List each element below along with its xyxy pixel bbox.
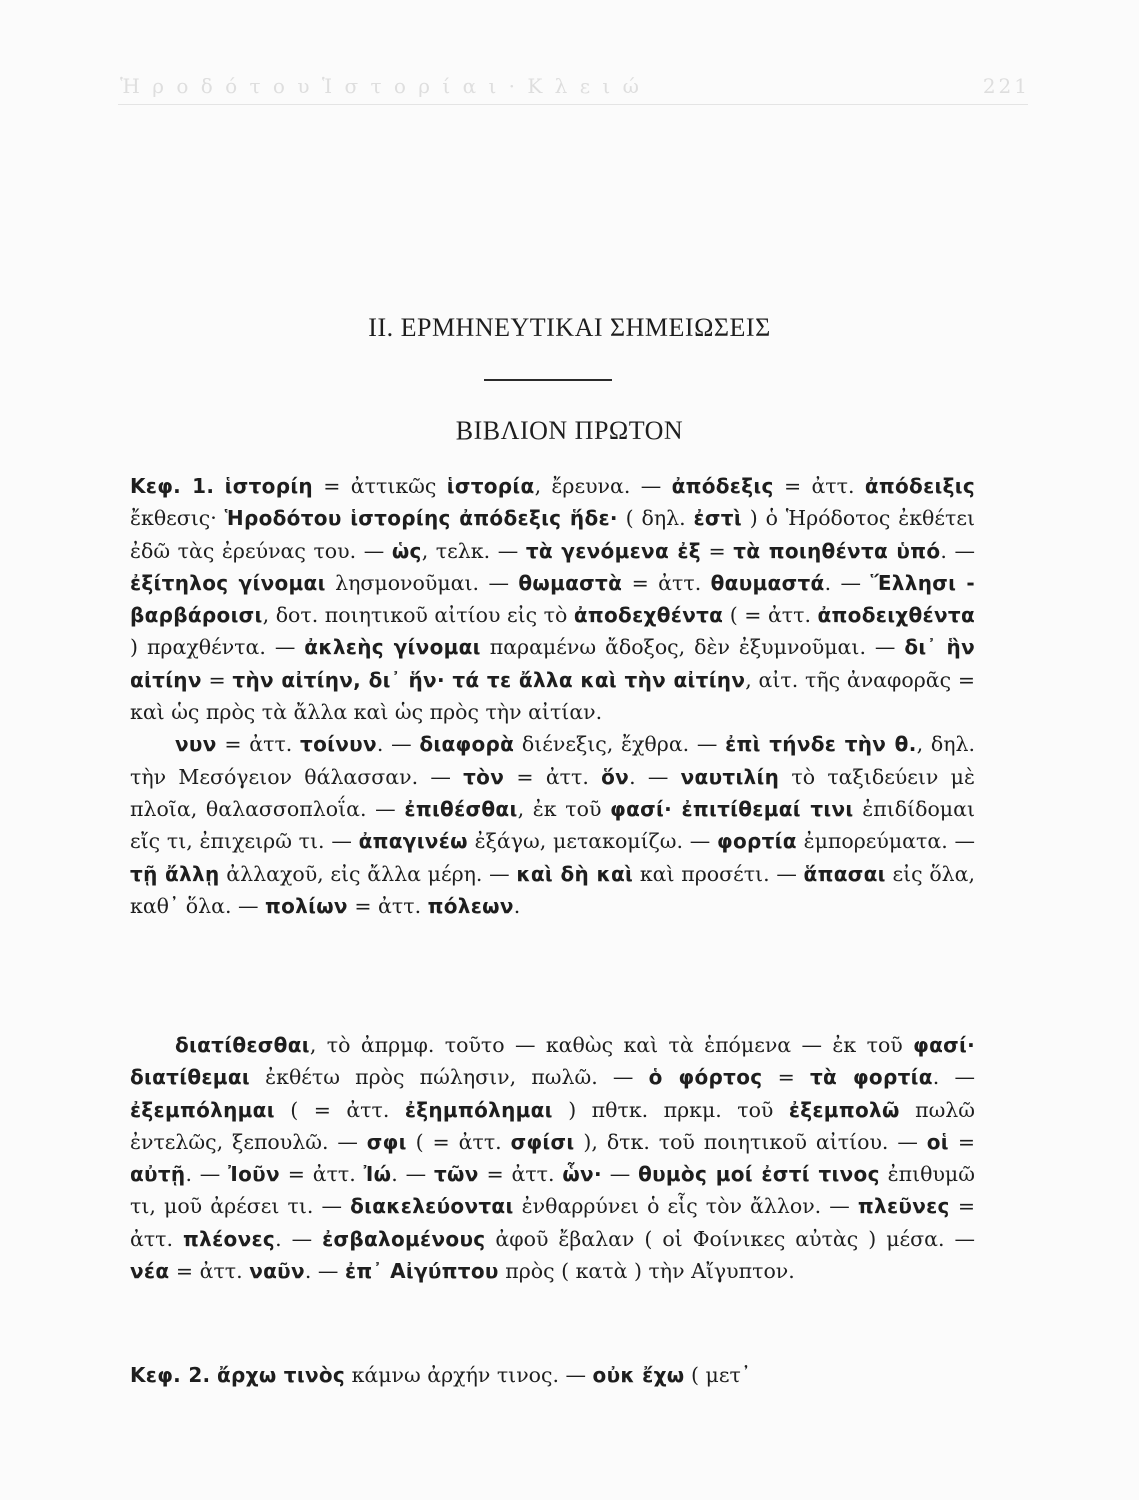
- gloss-text: ἀφοῦ ἔβαλαν ( οἱ Φοίνικες αὐτὰς ) μέσα. —: [485, 1226, 975, 1251]
- gloss-text: = ἀττ.: [347, 893, 428, 918]
- page-number: 221: [982, 74, 1030, 98]
- gloss-text: =: [201, 667, 233, 692]
- bold-term: ἅπασαι: [803, 861, 886, 886]
- bold-term: θυμὸς μοί ἐστί τινος: [638, 1162, 880, 1187]
- bold-term: ἐστὶ: [693, 506, 742, 531]
- gloss-text: εἰς ὅλα, καθ᾽ ὅλα. —: [130, 861, 976, 918]
- gloss-text: = ἀττ.: [279, 1162, 364, 1187]
- bold-term: πλεῦνες: [857, 1194, 950, 1219]
- bold-term: ναυτιλίη: [680, 764, 780, 789]
- gloss-text: λησμονοῦμαι. —: [325, 570, 519, 595]
- gloss-text: κάμνω ἀρχήν τινος. —: [345, 1363, 593, 1387]
- bold-term: ἀπαγινέω: [358, 829, 468, 854]
- bold-term: ὧν·: [562, 1162, 602, 1187]
- gloss-text: . —: [391, 1162, 434, 1187]
- bold-term: νέα: [130, 1259, 170, 1284]
- gloss-text: ἐπιδίδομαι εἴς τι, ἐπιχειρῶ τι. —: [130, 796, 976, 854]
- bold-term: ἀκλεὴς γίνομαι: [304, 635, 481, 660]
- gloss-text: = ἀττ.: [504, 764, 602, 789]
- bold-term: τὸν: [463, 764, 505, 789]
- paragraph-body: [130, 474, 975, 724]
- bold-term: πολίων: [265, 893, 348, 918]
- bold-term: ἀπόδεξις: [671, 474, 774, 498]
- bold-term: ἱστορία: [446, 474, 535, 498]
- bold-term: τὰ γενόμενα ἐξ: [525, 538, 701, 563]
- bold-term: τῶν: [433, 1162, 479, 1187]
- paragraph-body: [217, 1363, 751, 1387]
- gloss-text: =: [762, 1065, 810, 1090]
- gloss-text: = ἀττ.: [478, 1162, 563, 1187]
- bold-term: ἐξημπόλημαι: [404, 1097, 553, 1122]
- bold-term: διαφορὰ: [419, 732, 515, 757]
- gloss-text: , τελκ. —: [421, 538, 526, 563]
- chapter-label: Κεφ. 1.: [130, 474, 215, 498]
- bold-term: δι᾽ ἣν αἰτίην: [130, 635, 975, 692]
- gloss-text: . —: [932, 1065, 975, 1090]
- bold-term: ἐξεμπόλημαι: [130, 1097, 275, 1122]
- bold-term: θαυμαστά: [710, 570, 825, 595]
- gloss-text: = ἀττ.: [216, 732, 301, 757]
- bold-term: διακελεύονται: [350, 1194, 514, 1219]
- gloss-text: ( δηλ.: [617, 506, 694, 531]
- gloss-text: ἔκθεσις·: [130, 506, 225, 531]
- bold-term: ἐξεμπολῶ: [788, 1097, 900, 1122]
- gloss-text: , ἐκ τοῦ: [517, 796, 611, 821]
- bold-term: σφι: [366, 1129, 407, 1154]
- gloss-text: παραμένω ἄδοξος, δὲν ἐξυμνοῦμαι. —: [480, 635, 905, 660]
- bold-term: ἐπ᾽ Αἰγύπτου: [344, 1259, 499, 1284]
- gloss-text: ἐξάγω, μετακομίζω. —: [467, 829, 718, 854]
- bold-term: τῇ ἄλλῃ: [130, 861, 220, 886]
- gloss-text: ( μετ᾽: [684, 1363, 752, 1387]
- section-title: II. ΕΡΜΗΝΕΥΤΙΚΑΙ ΣΗΜΕΙΩΣΕΙΣ: [368, 313, 771, 342]
- running-header-text: Ἡ ρ ο δ ό τ ο υ Ἱ σ τ ο ρ ί α ι · Κ λ ε ι ώ: [120, 74, 642, 98]
- bold-term: Ἰοῦν: [228, 1162, 280, 1187]
- bold-term: νυν: [175, 732, 217, 757]
- gloss-text: τὸ ταξιδεύειν μὲ πλοῖα, θαλασσοπλοΐα. —: [130, 764, 975, 821]
- bold-term: ὁ φόρτος: [648, 1065, 763, 1090]
- bold-term: οὐκ ἔχω: [592, 1363, 685, 1387]
- paragraph-body: [130, 732, 975, 917]
- bold-term: ἀπόδειξις: [864, 474, 975, 498]
- gloss-text: . —: [275, 1226, 323, 1251]
- gloss-text: . —: [376, 732, 420, 757]
- gloss-text: ( = ἀττ.: [406, 1129, 511, 1154]
- bold-term: ὡς: [391, 538, 422, 563]
- gloss-text: = ἀττ.: [773, 474, 865, 498]
- bold-term: τὰ φορτία: [809, 1065, 933, 1090]
- gloss-text: ἐνθαρρύνει ὁ εἷς τὸν ἄλλον. —: [513, 1194, 858, 1219]
- bold-term: ἐπὶ τήνδε τὴν θ.: [725, 732, 917, 757]
- gloss-text: καὶ προσέτι. —: [633, 861, 804, 886]
- gloss-text: ἐμπορεύματα. —: [796, 829, 975, 854]
- bold-term: τὰ ποιηθέντα ὑπό: [733, 538, 941, 563]
- gloss-text: , δοτ. ποιητικοῦ αἰτίου εἰς τὸ: [262, 603, 574, 628]
- gloss-text: ), δτκ. τοῦ ποιητικοῦ αἰτίου. —: [574, 1129, 927, 1154]
- bold-term: ἱστορίη: [224, 474, 313, 498]
- gloss-text: . —: [824, 570, 871, 595]
- gloss-text: , αἰτ. τῆς ἀναφορᾶς = καὶ ὡς πρὸς τὰ ἄλλα καὶ ὡς πρὸς τὴν αἰτίαν.: [130, 667, 975, 725]
- bold-term: ὅν: [601, 764, 630, 789]
- bold-term: τοίνυν: [300, 732, 377, 757]
- bold-term: καὶ δὴ καὶ: [516, 861, 634, 886]
- bold-term: οἱ: [926, 1129, 949, 1154]
- chapter-1-paragraph-2: [130, 1029, 975, 1287]
- bold-term: αὐτῇ: [130, 1162, 186, 1187]
- running-header: [120, 74, 1030, 98]
- bold-term: ἄρχω τινὸς: [216, 1363, 346, 1387]
- gloss-text: πωλῶ ἐντελῶς, ξεπουλῶ. —: [130, 1097, 975, 1154]
- bold-term: Ἰώ: [363, 1162, 392, 1187]
- gloss-text: —: [601, 1162, 639, 1187]
- gloss-text: =: [700, 538, 734, 563]
- bold-term: τὴν αἰτίην, δι᾽ ἥν· τά τε ἄλλα καὶ τὴν αἰτίην: [232, 667, 746, 692]
- gloss-text: . —: [940, 538, 975, 563]
- bold-term: διατίθεσθαι: [175, 1033, 310, 1057]
- gloss-text: = ἀττ.: [169, 1259, 250, 1284]
- bold-term: φορτία: [717, 829, 797, 854]
- bold-term: ἀποδεχθέντα: [573, 603, 724, 628]
- gloss-text: ( = ἀττ.: [274, 1097, 405, 1122]
- book-title: ΒΙΒΛΙΟΝ ΠΡΩΤΟΝ: [455, 416, 684, 445]
- chapter-2-paragraph: [130, 1359, 975, 1391]
- paragraph-body: [130, 1033, 975, 1283]
- gloss-text: ἐκθέτω πρὸς πώλησιν, πωλῶ. —: [249, 1065, 649, 1090]
- gloss-text: = ἀττικῶς: [312, 474, 447, 498]
- gloss-text: . —: [185, 1162, 229, 1187]
- bold-term: σφίσι: [510, 1129, 575, 1154]
- gloss-text: . —: [304, 1259, 345, 1284]
- bold-term: ἀποδειχθέντα: [817, 603, 975, 628]
- gloss-text: ) πραχθέντα. —: [130, 635, 305, 660]
- bold-term: πλέονες: [183, 1226, 276, 1251]
- chapter-label: Κεφ. 2.: [130, 1363, 211, 1387]
- bold-term: φασί· διατίθεμαι: [130, 1033, 975, 1090]
- gloss-text: .: [513, 893, 521, 918]
- gloss-text: διένεξις, ἔχθρα. —: [514, 732, 726, 757]
- gloss-text: πρὸς ( κατὰ ) τὴν Αἴγυπτον.: [498, 1259, 795, 1284]
- gloss-text: = ἀττ.: [622, 570, 711, 595]
- gloss-text: ἐπιθυμῶ τι, μοῦ ἀρέσει τι. —: [130, 1162, 975, 1219]
- bold-term: Ἡροδότου ἱστορίης ἀπόδεξις ἥδε·: [224, 506, 618, 531]
- bold-term: Ἕλλησι - βαρβάροισι: [130, 570, 975, 628]
- gloss-text: ) ὁ Ἡρόδοτος ἐκθέτει ἐδῶ τὰς ἐρεύνας του. —: [130, 506, 975, 563]
- gloss-text: ( = ἀττ.: [723, 603, 818, 628]
- title-divider: [484, 379, 612, 381]
- bold-term: θωμαστὰ: [518, 570, 623, 595]
- bold-term: φασί· ἐπιτίθεμαί τινι: [610, 796, 854, 821]
- gloss-text: ἀλλαχοῦ, εἰς ἄλλα μέρη. —: [219, 861, 517, 886]
- gloss-text: . —: [629, 764, 681, 789]
- gloss-text: = ἀττ.: [130, 1194, 975, 1251]
- gloss-text: =: [948, 1129, 975, 1154]
- header-rule: [118, 104, 1028, 105]
- bold-term: ἐπιθέσθαι: [404, 796, 518, 821]
- bold-term: ναῦν: [249, 1259, 305, 1284]
- bold-term: πόλεων: [427, 893, 514, 918]
- gloss-text: ) πθτκ. πρκμ. τοῦ: [552, 1097, 789, 1122]
- gloss-text: , τὸ ἀπρμφ. τοῦτο — καθὼς καὶ τὰ ἑπόμενα — ἐκ τοῦ: [309, 1033, 914, 1057]
- bold-term: ἐξίτηλος γίνομαι: [130, 570, 326, 595]
- chapter-1-paragraph: [130, 470, 975, 922]
- gloss-text: , δηλ. τὴν Μεσόγειον θάλασσαν. —: [130, 732, 975, 789]
- bold-term: ἐσβαλομένους: [322, 1226, 486, 1251]
- gloss-text: , ἔρευνα. —: [534, 474, 672, 498]
